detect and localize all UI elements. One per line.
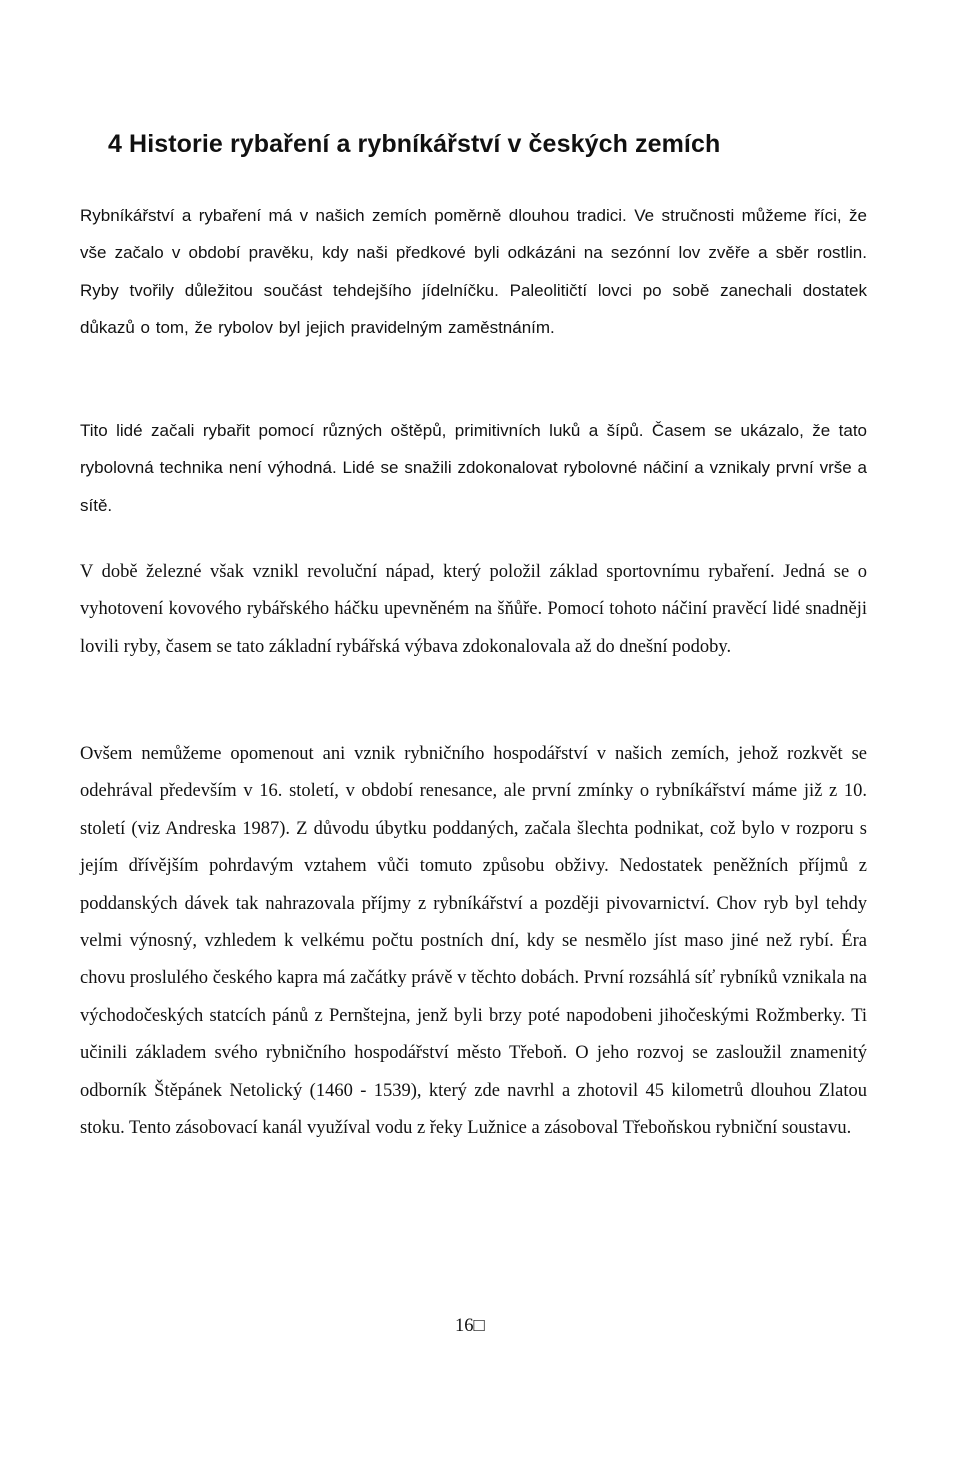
paragraph-prehistory: Rybníkářství a rybaření má v našich zemích poměrně dlouhou tradici. Ve stručnosti můžeme říci, že vše začalo v období pravěku, kdy naši předkové byli odkázáni na sezónní lov zvěře a sběr rostlin. Ryby tvořily důležitou součást tehdejšího jídelníčku. Paleolitičtí lovci po sobě zanechali dostatek důkazů o tom, že rybolov byl jejich pravidelným zaměstnáním. [80, 206, 867, 338]
page-number: 16□ [455, 1316, 485, 1336]
paragraph-iron-age: V době železné však vznikl revoluční nápad, který položil základ sportovnímu rybaření. Jedná se o vyhotovení kovového rybářského háčku upevněném na šňůře. Pomocí tohoto náčiní pravěcí lidé snadněji lovili ryby, časem se tato základní rybářská výbava zdokonalovala až do dnešní podoby. [80, 562, 867, 657]
paragraph-pond-farming: Ovšem nemůžeme opomenout ani vznik rybničního hospodářství v našich zemích, jehož rozkvět se odehrával především v 16. století, v období renesance, ale první zmínky o rybníkářství máme již z 10. století (viz Andreska 1987). Z důvodu úbytku poddaných, začala šlechta podnikat, což bylo v rozporu s jejím dřívějším pohrdavým vztahem vůči tomuto způsobu obživy. Nedostatek peněžních příjmů z poddanských dávek tak nahrazovala příjmy z rybníkářství a později pivovarnictví. Chov ryb byl tehdy velmi výnosný, vzhledem k velkému počtu postních dní, kdy se nesmělo jíst maso jiné než rybí. Éra chovu proslulého českého kapra má začátky právě v těchto dobách. První rozsáhlá síť rybníků vznikala na východočeských statcích pánů z Pernštejna, jenž byli brzy poté napodobeni jihočeskými Rožmberky. Ti učinili základem svého rybničního hospodářství město Třeboň. O jeho rozvoj se zasloužil znamenitý odborník Štěpánek Netolický (1460 - 1539), který zde navrhl a zhotovil 45 kilometrů dlouhou Zlatou stoku. Tento zásobovací kanál využíval vodu z řeky Lužnice a zásoboval Třeboňskou rybniční soustavu. [80, 744, 867, 1139]
chapter-heading: 4 Historie rybaření a rybníkářství v českých zemích [108, 130, 721, 158]
paragraph-early-tools: Tito lidé začali rybařit pomocí různých oštěpů, primitivních luků a šípů. Časem se ukázalo, že tato rybolovná technika není výhodná. Lidé se snažili zdokonalovat rybolovné náčiní a vznikaly první vrše a sítě. [80, 421, 867, 515]
